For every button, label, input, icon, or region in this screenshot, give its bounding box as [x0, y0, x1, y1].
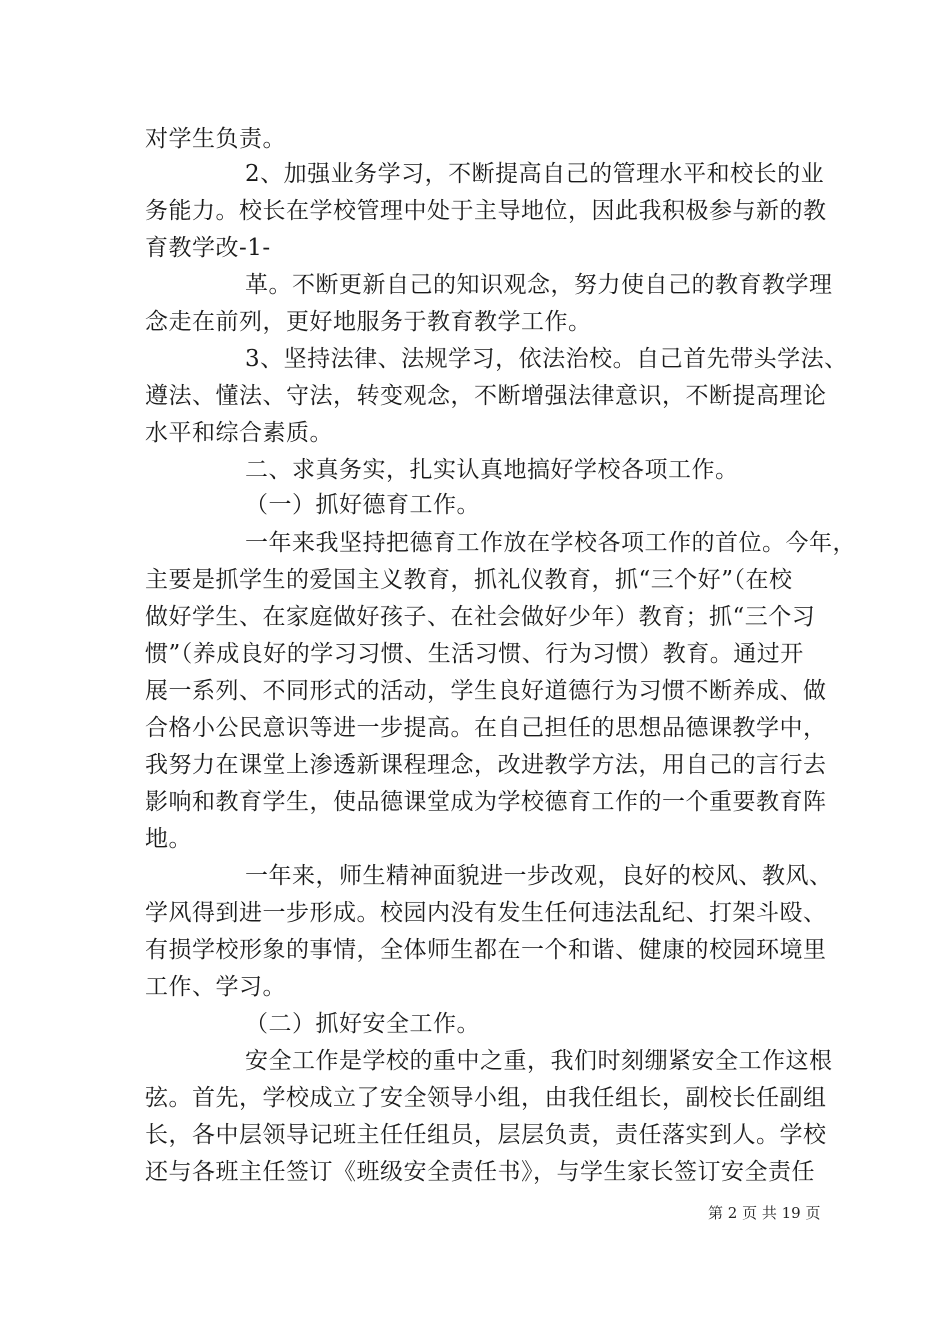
text-line-7: 3、坚持法律、法规学习，依法治校。自己首先带头学法、: [245, 346, 848, 372]
subsection-heading-2: （二）抓好安全工作。: [245, 1011, 480, 1037]
text-line-15: 惯”（养成良好的学习习惯、生活习惯、行为习惯）教育。通过开: [145, 641, 804, 667]
text-line-3: 务能力。校长在学校管理中处于主导地位，因此我积极参与新的教: [145, 198, 827, 224]
text-line-29: 还与各班主任签订《班级安全责任书》，与学生家长签订安全责任: [145, 1159, 815, 1185]
text-line-14: 做好学生、在家庭做好孩子、在社会做好少年）教育；抓“三个习: [145, 604, 816, 630]
text-line-1: 对学生负责。: [145, 126, 286, 152]
text-line-18: 我努力在课堂上渗透新课程理念，改进教学方法，用自己的言行去: [145, 752, 827, 778]
text-line-2: 2、加强业务学习，不断提高自己的管理水平和校长的业: [245, 161, 825, 187]
text-line-9: 水平和综合素质。: [145, 420, 333, 446]
text-line-24: 工作、学习。: [145, 974, 286, 1000]
text-line-26: 安全工作是学校的重中之重，我们时刻绷紧安全工作这根: [245, 1048, 833, 1074]
text-line-13: 主要是抓学生的爱国主义教育，抓礼仪教育，抓“三个好”（在校: [145, 567, 793, 593]
section-heading: 二、求真务实，扎实认真地搞好学校各项工作。: [245, 457, 739, 483]
text-line-27: 弦。首先，学校成立了安全领导小组，由我任组长，副校长任副组: [145, 1085, 827, 1111]
text-line-5: 革。不断更新自己的知识观念，努力使自己的教育教学理: [245, 272, 833, 298]
page-number-footer: 第 2 页 共 19 页: [708, 1204, 821, 1222]
text-line-20: 地。: [145, 826, 192, 852]
text-line-23: 有损学校形象的事情，全体师生都在一个和谐、健康的校园环境里: [145, 937, 827, 963]
text-line-12: 一年来我坚持把德育工作放在学校各项工作的首位。今年，: [245, 530, 856, 556]
text-line-6: 念走在前列，更好地服务于教育教学工作。: [145, 309, 592, 335]
text-line-17: 合格小公民意识等进一步提高。在自己担任的思想品德课教学中，: [145, 715, 827, 741]
text-line-19: 影响和教育学生，使品德课堂成为学校德育工作的一个重要教育阵: [145, 789, 827, 815]
text-line-8: 遵法、懂法、守法，转变观念，不断增强法律意识，不断提高理论: [145, 383, 827, 409]
subsection-heading-1: （一）抓好德育工作。: [245, 492, 480, 518]
text-line-28: 长，各中层领导记班主任任组员，层层负责，责任落实到人。学校: [145, 1122, 827, 1148]
text-line-21: 一年来，师生精神面貌进一步改观，良好的校风、教风、: [245, 863, 833, 889]
text-line-22: 学风得到进一步形成。校园内没有发生任何违法乱纪、打架斗殴、: [145, 900, 827, 926]
text-line-16: 展一系列、不同形式的活动，学生良好道德行为习惯不断养成、做: [145, 678, 827, 704]
text-line-4: 育教学改-1-: [145, 235, 271, 261]
